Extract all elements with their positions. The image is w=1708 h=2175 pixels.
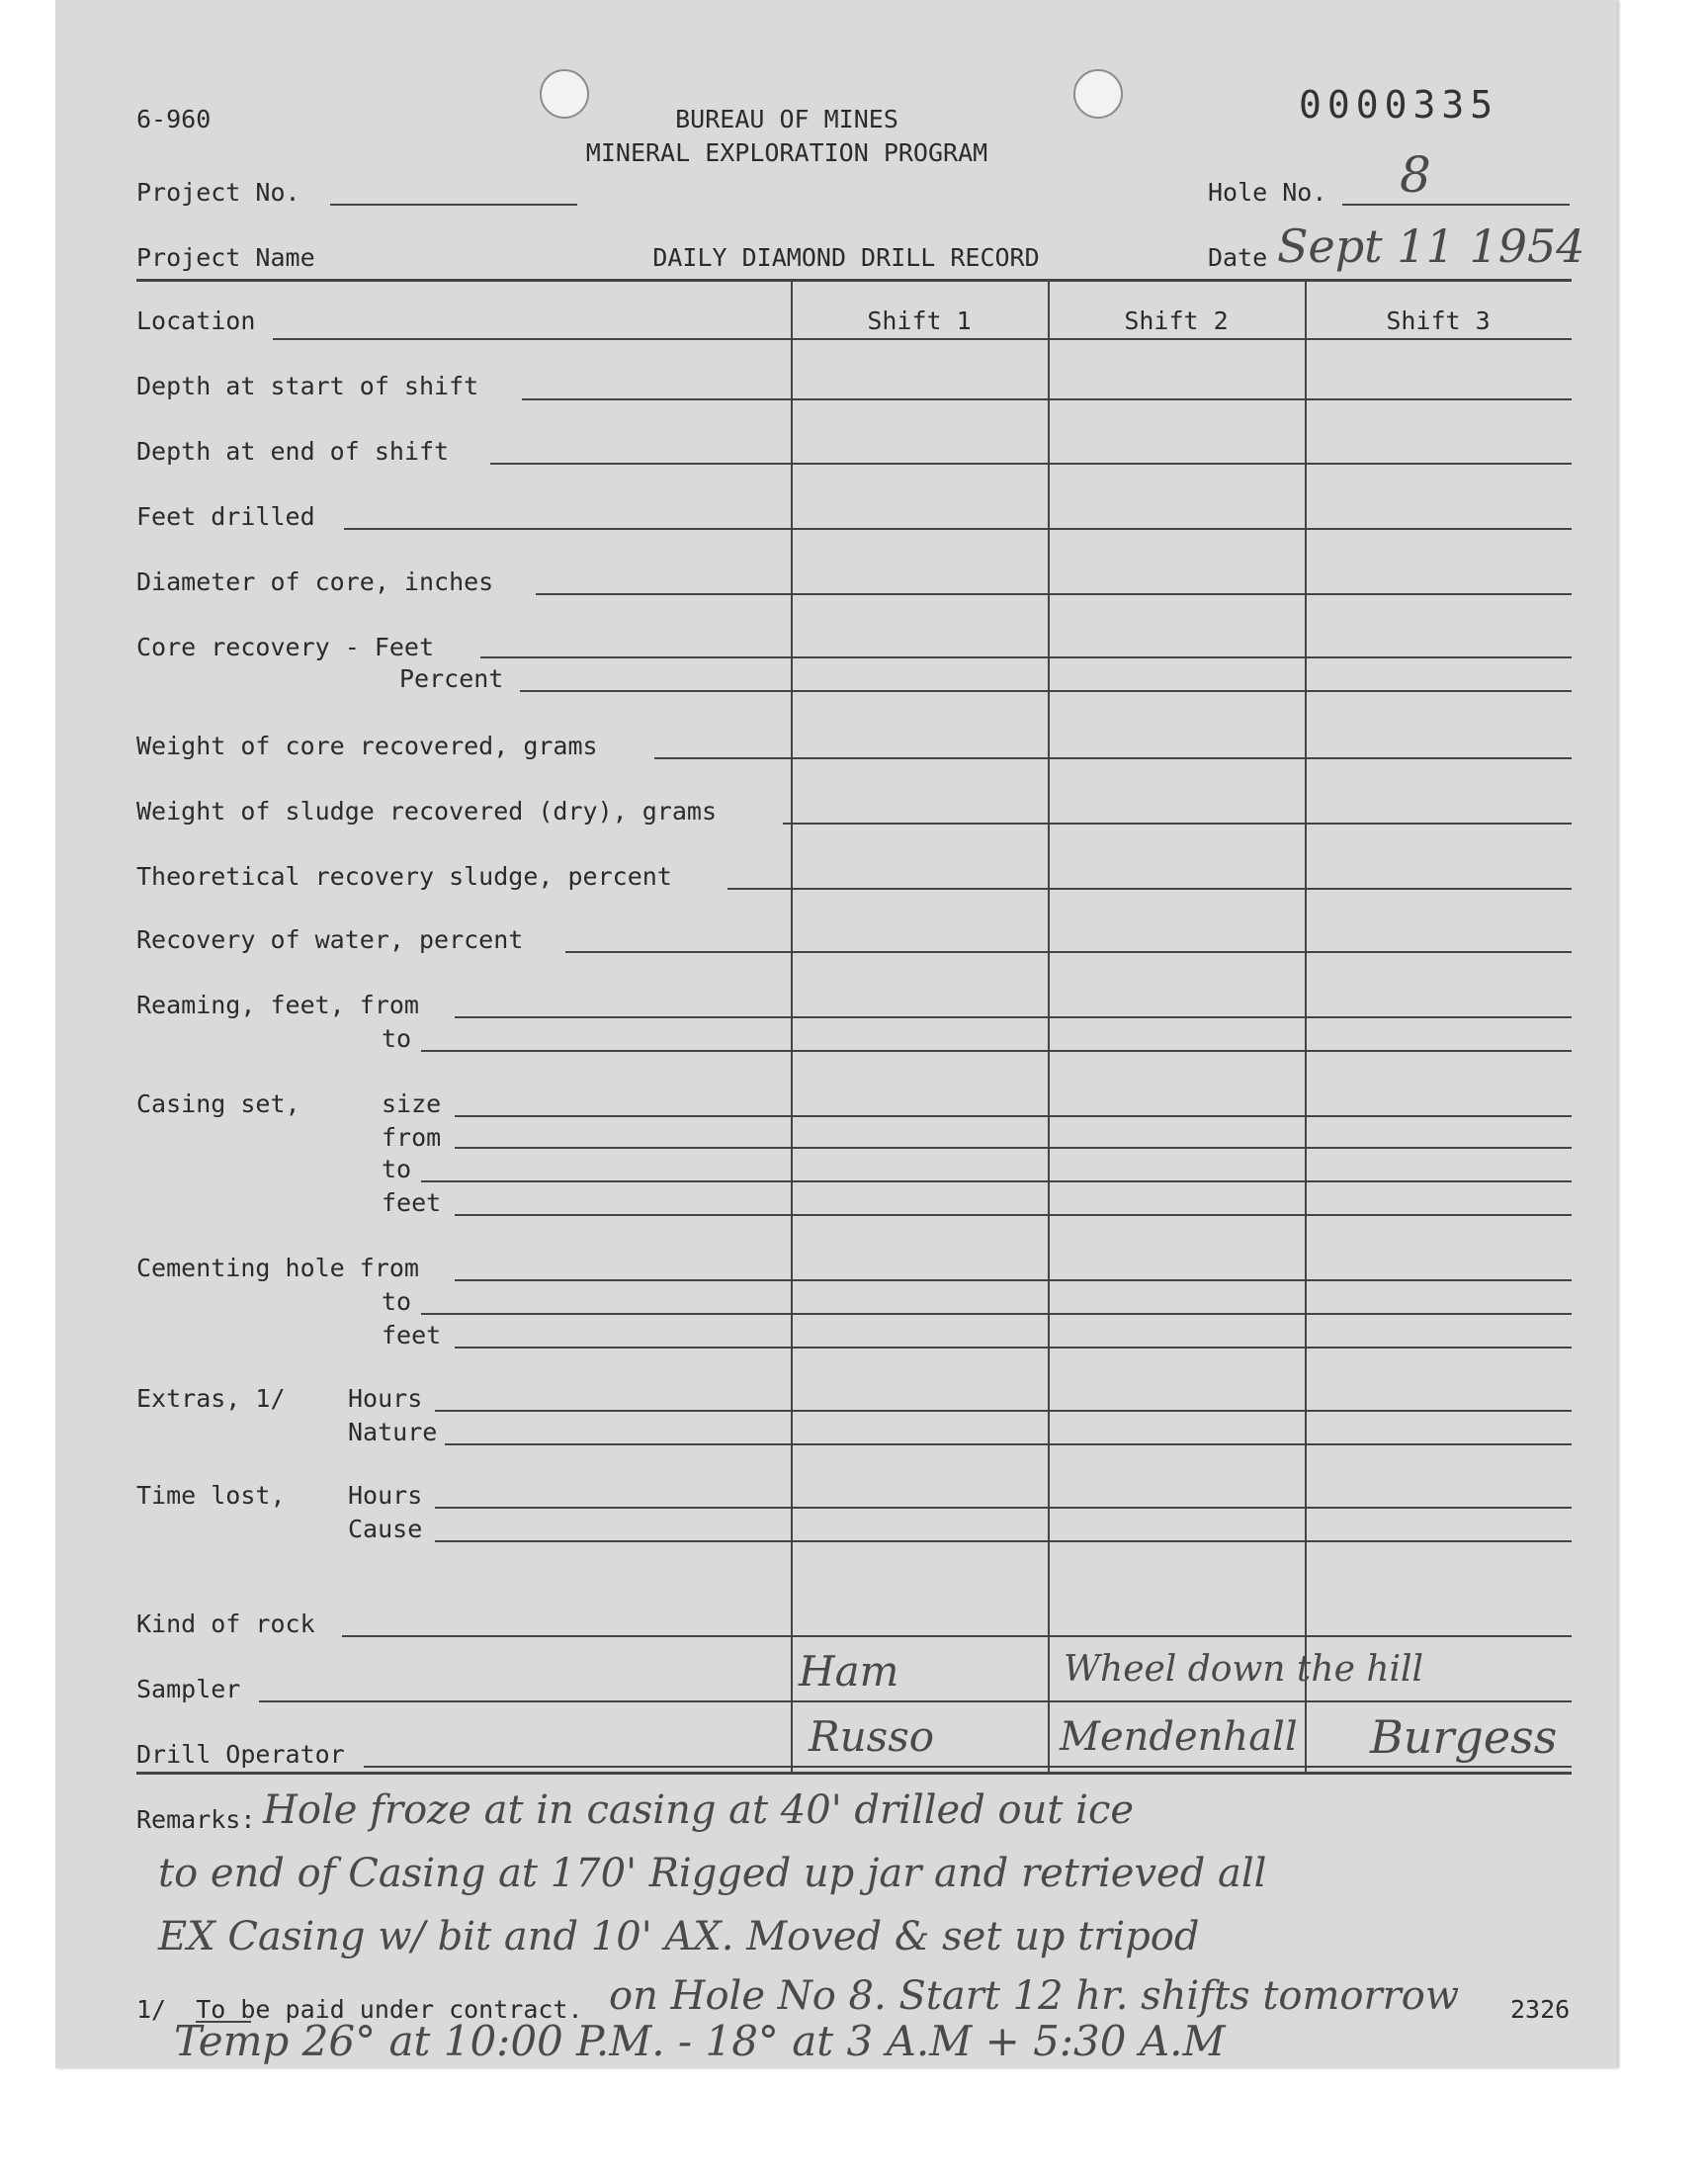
project-no-field[interactable] xyxy=(330,204,577,206)
casing-from-line[interactable] xyxy=(455,1147,1572,1149)
row-casing: Casing set, xyxy=(136,1089,300,1118)
cementing-to-line[interactable] xyxy=(421,1313,1572,1315)
row-core-recovery: Core recovery - Feet xyxy=(136,633,435,661)
shift3-divider xyxy=(1305,279,1307,1772)
header-rule xyxy=(136,279,1572,282)
form-number: 6-960 xyxy=(136,105,212,133)
diameter-line[interactable] xyxy=(536,593,1572,595)
row-extras-hours: Hours xyxy=(348,1384,423,1413)
cementing-feet-line[interactable] xyxy=(455,1347,1572,1348)
extras-nature-line[interactable] xyxy=(445,1443,1572,1445)
row-weight-core: Weight of core recovered, grams xyxy=(136,732,598,760)
reaming-from-line[interactable] xyxy=(455,1016,1572,1018)
casing-feet-line[interactable] xyxy=(455,1214,1572,1216)
cementing-from-line[interactable] xyxy=(455,1279,1572,1281)
row-location: Location xyxy=(136,306,256,335)
row-time-hours: Hours xyxy=(348,1481,423,1510)
remarks-line-5: Temp 26° at 10:00 P.M. - 18° at 3 A.M + 5:30 A.M xyxy=(174,2017,1226,2065)
operator-shift2-value: Mendenhall xyxy=(1060,1714,1298,1760)
shift2-header: Shift 2 xyxy=(1124,306,1229,335)
drill-operator-line[interactable] xyxy=(364,1766,1572,1768)
feet-drilled-line[interactable] xyxy=(344,528,1572,530)
row-kind-rock: Kind of rock xyxy=(136,1610,315,1638)
remarks-line-4: on Hole No 8. Start 12 hr. shifts tomorrow xyxy=(609,1973,1460,2019)
row-reaming: Reaming, feet, from xyxy=(136,991,419,1019)
date-value: Sept 11 1954 xyxy=(1277,219,1585,273)
row-extras: Extras, 1/ xyxy=(136,1384,286,1413)
water-line[interactable] xyxy=(565,951,1572,953)
remarks-label: Remarks: xyxy=(136,1805,256,1834)
reaming-to-line[interactable] xyxy=(421,1050,1572,1052)
project-no-label: Project No. xyxy=(136,178,300,207)
shift1-divider xyxy=(791,279,793,1772)
footnote: 1/ To be paid under contract. xyxy=(136,1995,583,2024)
program-title: MINERAL EXPLORATION PROGRAM xyxy=(585,138,988,167)
date-label: Date xyxy=(1208,243,1268,272)
sampler-line[interactable] xyxy=(259,1700,1572,1702)
page-number: 2326 xyxy=(1510,1995,1571,2024)
core-percent-line[interactable] xyxy=(520,690,1572,692)
row-reaming-to: to xyxy=(382,1024,412,1053)
form-paper xyxy=(55,0,1617,2068)
row-cementing-to: to xyxy=(382,1287,412,1316)
row-casing-feet: feet xyxy=(382,1188,442,1217)
row-time-lost: Time lost, xyxy=(136,1481,286,1510)
time-hours-line[interactable] xyxy=(435,1507,1572,1509)
shift2-divider xyxy=(1048,279,1050,1772)
row-time-cause: Cause xyxy=(348,1515,423,1543)
bottom-rule xyxy=(136,1772,1572,1775)
time-cause-line[interactable] xyxy=(435,1540,1572,1542)
row-theoretical: Theoretical recovery sludge, percent xyxy=(136,862,672,891)
row-casing-size: size xyxy=(382,1089,442,1118)
row-drill-operator: Drill Operator xyxy=(136,1740,345,1769)
depth-start-line[interactable] xyxy=(522,398,1572,400)
row-cementing-feet: feet xyxy=(382,1321,442,1349)
row-depth-start: Depth at start of shift xyxy=(136,372,479,400)
record-title: DAILY DIAMOND DRILL RECORD xyxy=(652,243,1040,272)
project-name-label: Project Name xyxy=(136,243,315,272)
row-casing-from: from xyxy=(382,1123,442,1152)
weight-sludge-line[interactable] xyxy=(783,823,1572,825)
depth-end-line[interactable] xyxy=(490,463,1572,465)
shift3-header: Shift 3 xyxy=(1386,306,1491,335)
core-feet-line[interactable] xyxy=(480,656,1572,658)
casing-size-line[interactable] xyxy=(455,1115,1572,1117)
row-core-percent: Percent xyxy=(399,664,504,693)
row-extras-nature: Nature xyxy=(348,1418,438,1446)
agency-title: BUREAU OF MINES xyxy=(675,105,898,133)
sampler-shift1-value: Ham xyxy=(799,1647,899,1696)
row-depth-end: Depth at end of shift xyxy=(136,437,450,466)
hole-no-value: 8 xyxy=(1400,146,1431,204)
remarks-line-3: EX Casing w/ bit and 10' AX. Moved & set up tripod xyxy=(158,1914,1200,1959)
kind-rock-line[interactable] xyxy=(342,1635,1572,1637)
remarks-line-1: Hole froze at in casing at 40' drilled out ice xyxy=(263,1787,1135,1833)
sampler-shift2-value: Wheel down the hill xyxy=(1064,1649,1424,1690)
row-casing-to: to xyxy=(382,1155,412,1183)
hole-no-field[interactable] xyxy=(1342,204,1570,206)
row-diameter: Diameter of core, inches xyxy=(136,567,494,596)
serial-number: 0000335 xyxy=(1299,83,1499,127)
casing-to-line[interactable] xyxy=(421,1180,1572,1182)
operator-shift3-value: Burgess xyxy=(1370,1710,1558,1764)
theoretical-line[interactable] xyxy=(727,888,1572,890)
row-weight-sludge: Weight of sludge recovered (dry), grams xyxy=(136,797,717,826)
row-cementing: Cementing hole from xyxy=(136,1254,419,1282)
shift1-header: Shift 1 xyxy=(867,306,972,335)
location-line[interactable] xyxy=(273,338,1572,340)
hole-no-label: Hole No. xyxy=(1208,178,1327,207)
remarks-line-2: to end of Casing at 170' Rigged up jar and retrieved all xyxy=(158,1851,1267,1896)
weight-core-line[interactable] xyxy=(654,757,1572,759)
operator-shift1-value: Russo xyxy=(809,1712,935,1761)
extras-hours-line[interactable] xyxy=(435,1410,1572,1412)
row-water: Recovery of water, percent xyxy=(136,925,524,954)
row-sampler: Sampler xyxy=(136,1675,241,1703)
row-feet-drilled: Feet drilled xyxy=(136,502,315,531)
